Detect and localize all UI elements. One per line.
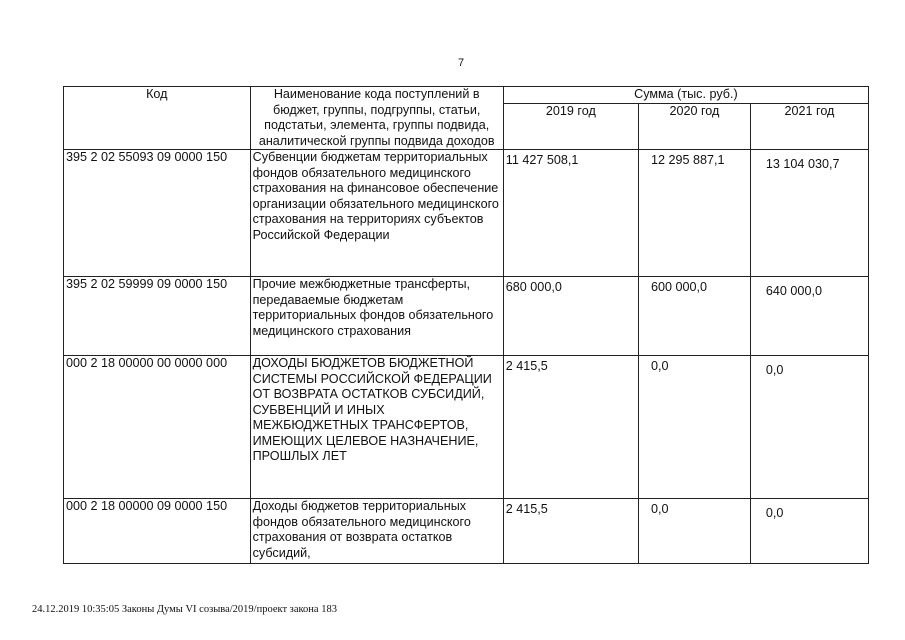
table-row [64, 499, 869, 564]
row-value-2019: 680 000,0 [503, 277, 638, 356]
row-code: 395 2 02 55093 09 0000 150 [64, 150, 251, 277]
row-value-2021: 0,0 [750, 499, 868, 564]
row-code: 000 2 18 00000 00 0000 000 [64, 356, 251, 499]
row-code: 395 2 02 59999 09 0000 150 [64, 277, 251, 356]
header-code: Код [64, 87, 251, 150]
table-row [64, 356, 869, 499]
table-header-row [64, 87, 869, 104]
row-name: Доходы бюджетов территориальных фондов обязательного медицинского страхования от возврата остатков субсидий, [250, 499, 503, 564]
row-value-2021: 13 104 030,7 [750, 150, 868, 277]
header-sum: Сумма (тыс. руб.) [503, 87, 868, 104]
revenue-table [63, 86, 869, 564]
row-value-2021: 0,0 [750, 356, 868, 499]
row-name: Субвенции бюджетам территориальных фондов обязательного медицинского страхования на финансовое обеспечение организации обязательного медицинского страхования на территориях субъектов Российской Федерации [250, 150, 503, 277]
row-code: 000 2 18 00000 09 0000 150 [64, 499, 251, 564]
header-year-2020: 2020 год [638, 104, 750, 150]
row-value-2021: 640 000,0 [750, 277, 868, 356]
row-value-2020: 0,0 [638, 356, 750, 499]
page-number: 7 [458, 57, 465, 69]
row-value-2019: 2 415,5 [503, 356, 638, 499]
row-value-2020: 600 000,0 [638, 277, 750, 356]
table-row [64, 277, 869, 356]
header-year-2021: 2021 год [750, 104, 868, 150]
row-name: Прочие межбюджетные трансферты, передаваемые бюджетам территориальных фондов обязательного медицинского страхования [250, 277, 503, 356]
row-value-2019: 11 427 508,1 [503, 150, 638, 277]
row-name: ДОХОДЫ БЮДЖЕТОВ БЮДЖЕТНОЙ СИСТЕМЫ РОССИЙСКОЙ ФЕДЕРАЦИИ ОТ ВОЗВРАТА ОСТАТКОВ СУБСИДИЙ, СУБВЕНЦИЙ И ИНЫХ МЕЖБЮДЖЕТНЫХ ТРАНСФЕРТОВ, ИМЕЮЩИХ ЦЕЛЕВОЕ НАЗНАЧЕНИЕ, ПРОШЛЫХ ЛЕТ [250, 356, 503, 499]
header-name: Наименование кода поступлений в бюджет, группы, подгруппы, статьи, подстатьи, элемента, группы подвида, аналитической группы подвида доходов [250, 87, 503, 150]
row-value-2020: 0,0 [638, 499, 750, 564]
row-value-2019: 2 415,5 [503, 499, 638, 564]
table-row [64, 150, 869, 277]
header-year-2019: 2019 год [503, 104, 638, 150]
row-value-2020: 12 295 887,1 [638, 150, 750, 277]
document-footer-stamp: 24.12.2019 10:35:05 Законы Думы VI созыва/2019/проект закона 183 [32, 604, 337, 615]
